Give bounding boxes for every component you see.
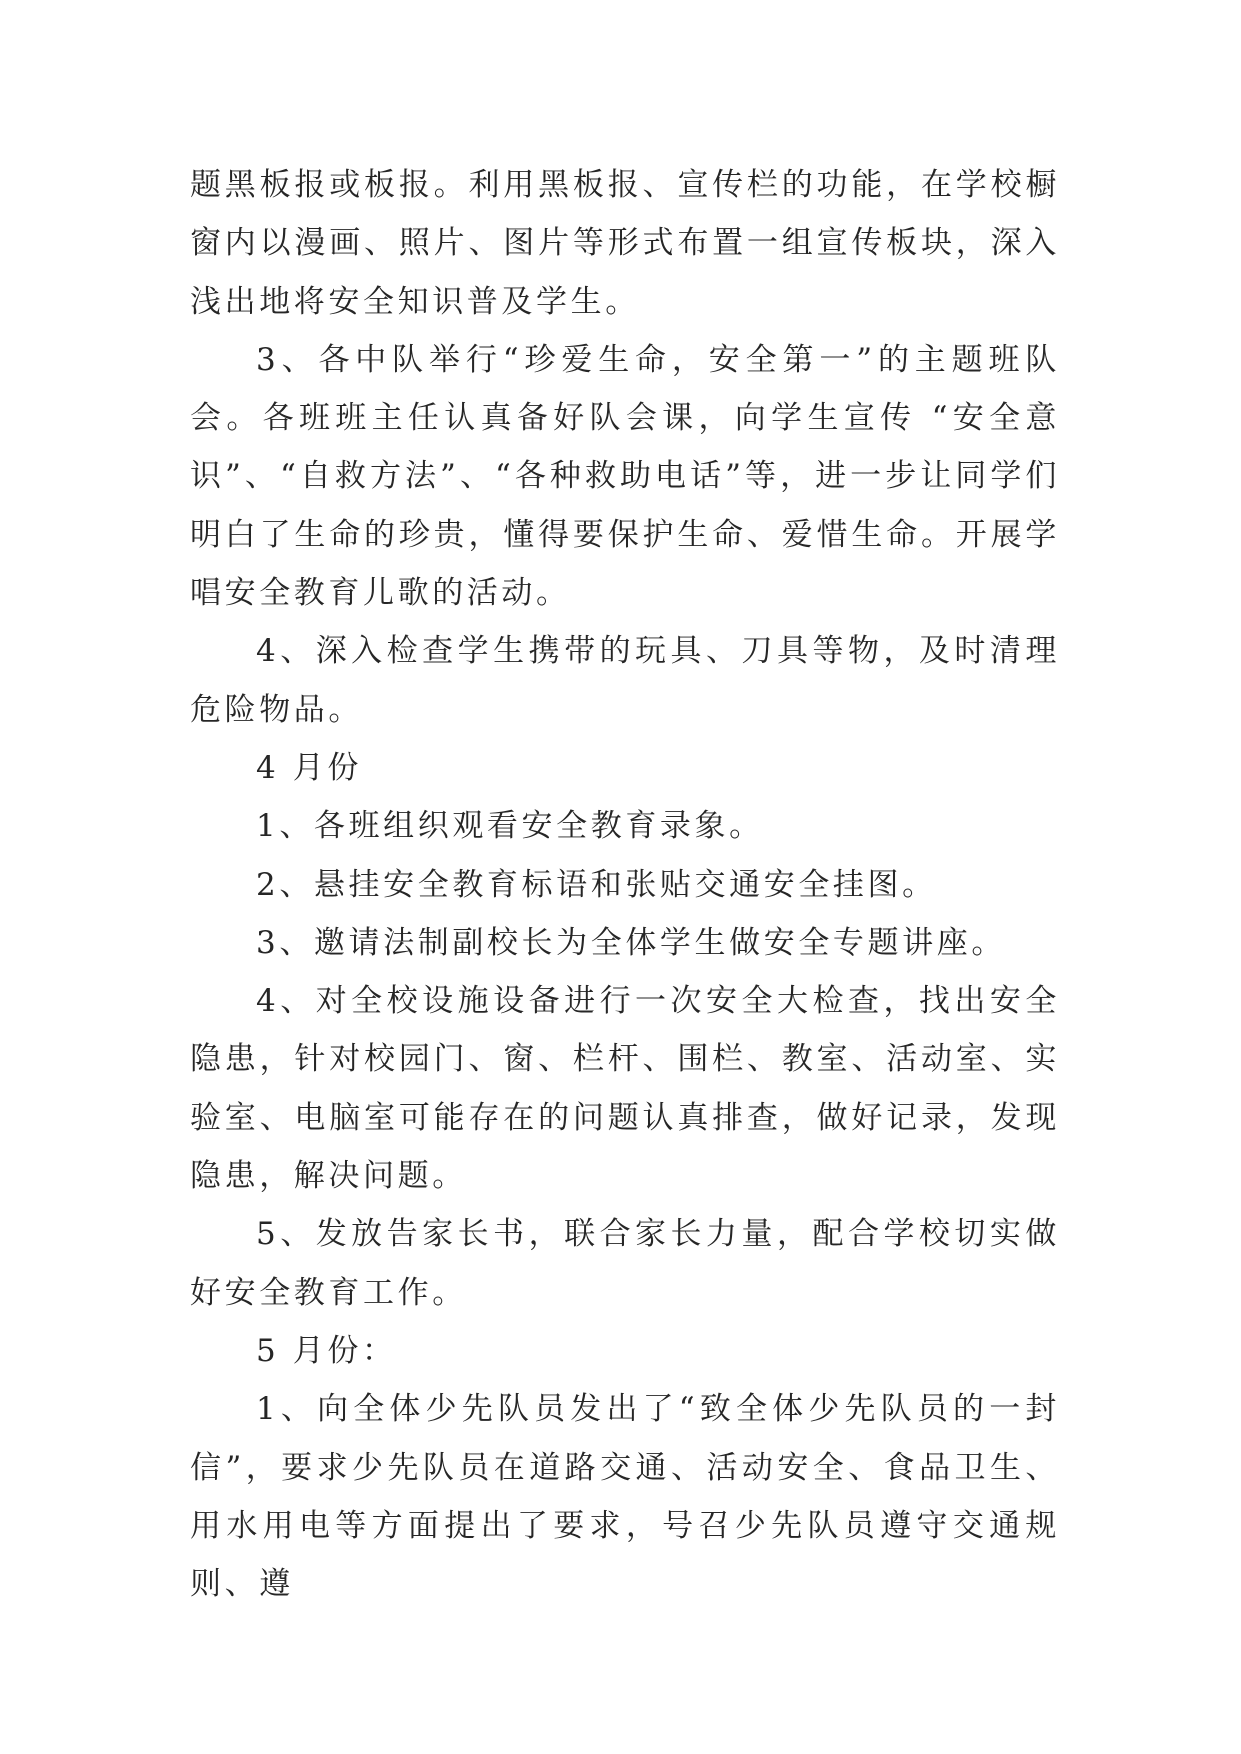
section-heading-april: 4 月份: [256, 749, 362, 786]
section-heading-may: 5 月份：: [256, 1332, 397, 1369]
paragraph-continuation: 题黑板报或板报。利用黑板报、宣传栏的功能，在学校橱窗内以漫画、照片、图片等形式布置一组宣传板块，深入浅出地将安全知识普及学生。: [190, 167, 1060, 320]
paragraph-april-item-3: 3、邀请法制副校长为全体学生做安全专题讲座。: [256, 924, 1006, 961]
paragraph-item-3-theme-meeting: 3、各中队举行“珍爱生命，安全第一”的主题班队会。各班班主任认真备好队会课，向学生宣传 “安全意识”、“自救方法”、“各种救助电话”等，进一步让同学们明白了生命的珍贵，懂得要保护生命、爱惜生命。开展学唱安全教育儿歌的活动。: [190, 341, 1060, 612]
document-body: [190, 156, 1060, 1613]
paragraph-april-item-1: 1、各班组织观看安全教育录象。: [256, 808, 764, 845]
paragraph-april-item-4: 4、对全校设施设备进行一次安全大检查，找出安全隐患，针对校园门、窗、栏杆、围栏、教室、活动室、实验室、电脑室可能存在的问题认真排查，做好记录，发现隐患，解决问题。: [190, 983, 1060, 1195]
paragraph-item-4-inspection: 4、深入检查学生携带的玩具、刀具等物，及时清理危险物品。: [190, 633, 1060, 728]
paragraph-april-item-5: 5、发放告家长书，联合家长力量，配合学校切实做好安全教育工作。: [190, 1216, 1060, 1311]
paragraph-april-item-2: 2、悬挂安全教育标语和张贴交通安全挂图。: [256, 866, 937, 903]
paragraph-may-item-1: 1、向全体少先队员发出了“致全体少先队员的一封信”，要求少先队员在道路交通、活动安全、食品卫生、用水用电等方面提出了要求，号召少先队员遵守交通规则、遵: [190, 1391, 1060, 1603]
